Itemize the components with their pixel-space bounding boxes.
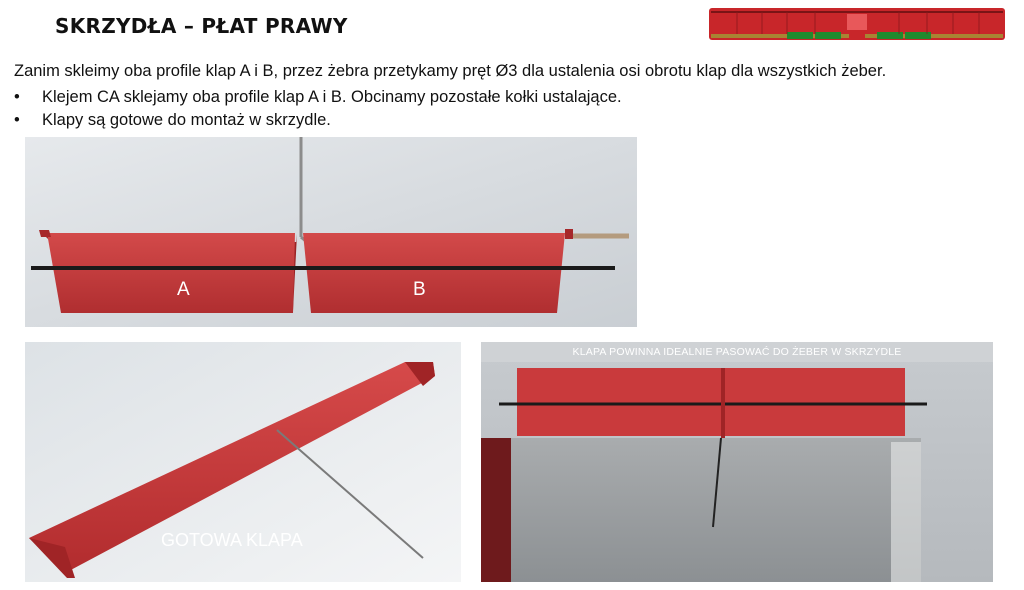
page-title: SKRZYDŁA – PŁAT PRAWY <box>55 14 348 38</box>
wing-fit-caption: KLAPA POWINNA IDEALNIE PASOWAĆ DO ŻEBER W SKRZYDLE <box>572 346 902 358</box>
wing-thumbnail <box>707 4 1007 44</box>
photo-flaps-on-rod <box>25 137 637 327</box>
photo-finished-flap <box>25 342 461 582</box>
bullet-item: • Klapy są gotowe do montaż w skrzydle. <box>14 109 622 132</box>
flap-a-label: A <box>177 279 190 300</box>
bullet-list <box>14 86 622 132</box>
finished-flap-label: GOTOWA KLAPA <box>161 530 303 550</box>
bullet-item: • Klejem CA sklejamy oba profile klap A i B. Obcinamy pozostałe kołki ustalające. <box>14 86 622 109</box>
photo-flap-in-wing <box>481 342 993 582</box>
flap-b-label: B <box>413 279 426 300</box>
intro-text: Zanim skleimy oba profile klap A i B, przez żebra przetykamy pręt Ø3 dla ustalenia osi obrotu klap dla wszystkich żeber. <box>14 62 887 80</box>
